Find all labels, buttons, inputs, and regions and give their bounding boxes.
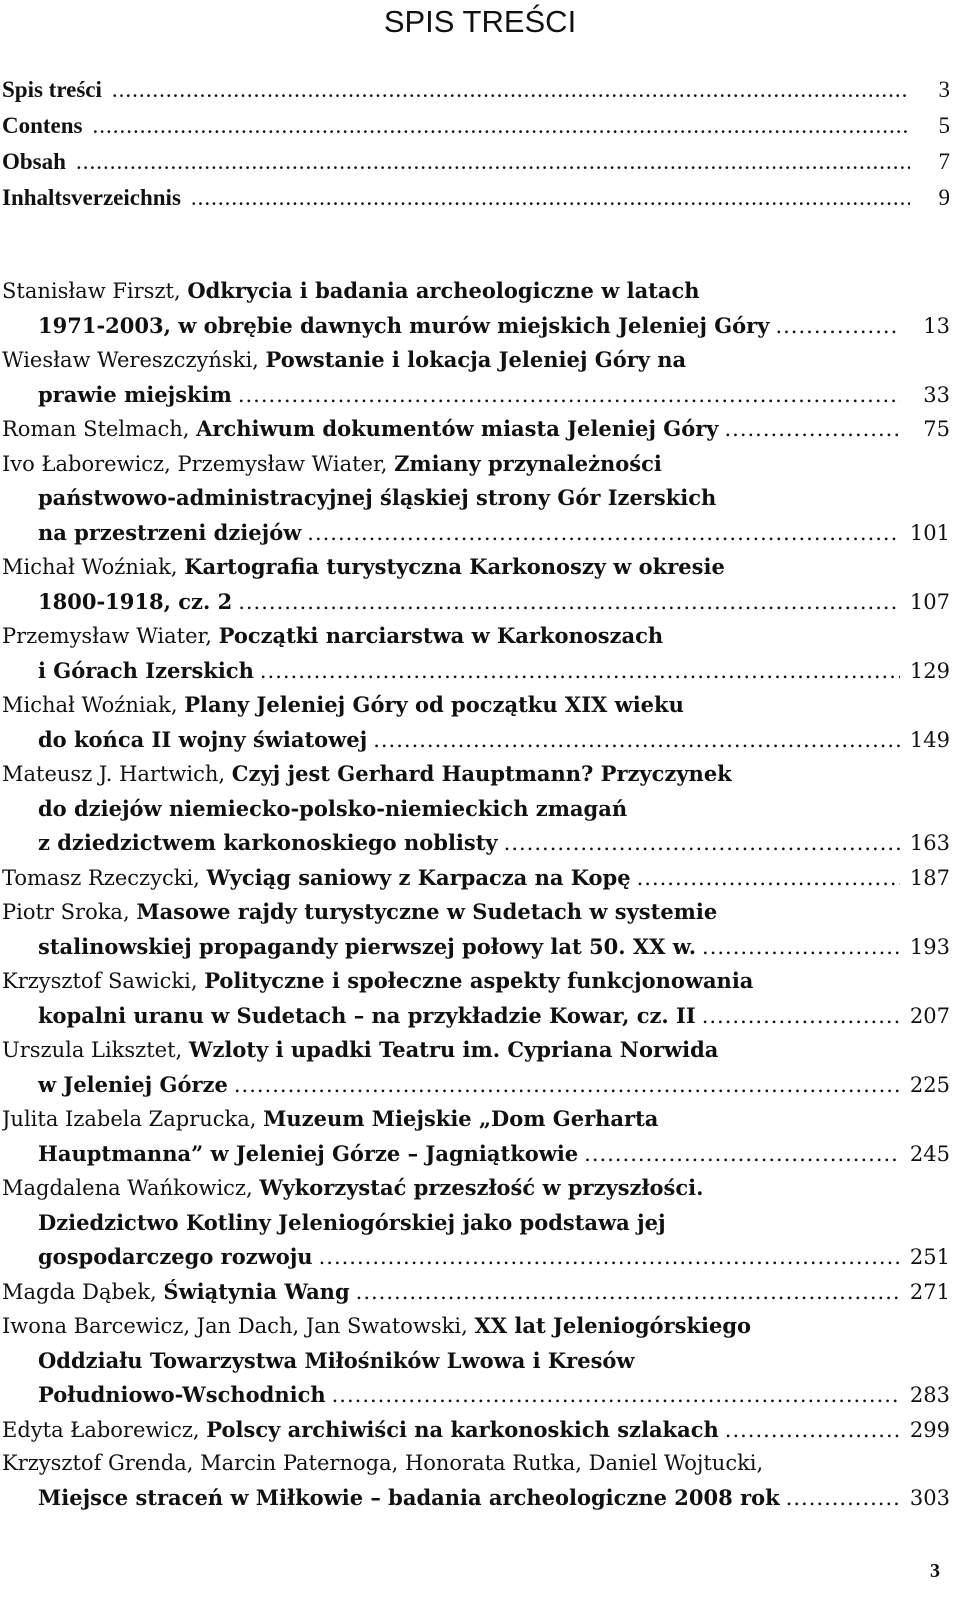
front-matter-list [2,72,950,216]
toc-title: prawie miejskim [38,381,232,407]
toc-page-number: 245 [909,1141,950,1166]
toc-entry[interactable] [2,895,950,964]
toc-entry-line [2,378,950,413]
front-matter-page: 9 [938,185,950,210]
toc-entry-text [38,1481,780,1516]
dot-leader [191,180,910,216]
front-matter-page: 7 [938,149,950,174]
toc-entry-line [2,1206,950,1241]
toc-page-number: 187 [909,865,950,890]
toc-entry-line [2,585,950,620]
dot-leader [637,862,900,896]
dot-leader [725,1414,900,1448]
toc-title: Powstanie i lokacja Jeleniej Góry na [265,347,687,372]
toc-entry-text [2,1275,350,1310]
toc-page-number: 75 [923,417,950,441]
toc-entry-line [2,688,950,723]
toc-author: Stanisław Firszt, [2,279,181,303]
toc-author: Piotr Sroka, [2,900,130,924]
toc-author: Przemysław Wiater, [2,624,212,648]
front-matter-row[interactable] [2,72,950,108]
front-matter-row[interactable] [2,108,950,144]
toc-entry-line [2,309,950,344]
dot-leader [584,1138,900,1172]
toc-entry-line [2,1068,950,1103]
front-matter-label: Inhaltsverzeichnis [2,185,181,210]
toc-title: Archiwum dokumentów miasta Jeleniej Góry [196,416,719,441]
toc-page-number: 193 [909,934,950,959]
toc-entry-text [38,1211,666,1235]
toc-entry-text [2,969,753,993]
toc-entry-line [2,516,950,551]
toc-entry[interactable] [2,757,950,861]
toc-entry-text [38,378,232,413]
toc-title: Polscy archiwiści na karkonoskich szlakach [206,1416,719,1442]
toc-entry[interactable] [2,447,950,551]
toc-author: Julita Izabela Zaprucka, [2,1107,257,1131]
toc-entry-text [38,797,627,821]
toc-entry-text [2,762,732,786]
front-matter-row[interactable] [2,144,950,180]
dot-leader [724,413,900,447]
toc-entry-text [2,1038,718,1062]
toc-page-number: 225 [909,1072,950,1097]
toc-page-number: 33 [923,382,950,407]
toc-entry-text [2,452,662,476]
toc-author: Mateusz J. Hartwich, [2,762,226,786]
toc-author: Magdalena Wańkowicz, [2,1176,253,1200]
toc-entry-line [2,274,950,309]
toc-author: Roman Stelmach, [2,417,190,441]
toc-entry-line [2,895,950,930]
toc-page-number: 129 [909,658,950,683]
toc-entry-line [2,654,950,689]
toc-entry-text [2,1314,751,1338]
toc-entry-text [2,1413,719,1448]
toc-entry-line [2,550,950,585]
toc-entry-line [2,1378,950,1413]
toc-title: 1800-1918, cz. 2 [38,588,233,614]
toc-entry-text [2,348,686,372]
toc-entry[interactable] [2,619,950,688]
front-matter-page: 5 [938,113,950,138]
toc-title: Muzeum Miejskie „Dom Gerharta [263,1106,659,1131]
toc-title: Wykorzystać przeszłość w przyszłości. [259,1175,704,1200]
toc-entry-line [2,1240,950,1275]
toc-entry-text [2,1451,763,1475]
toc-entry-line [2,1137,950,1172]
front-matter-label: Spis treści [2,77,102,102]
toc-entry-text [2,555,725,579]
toc-entry-text [2,624,663,648]
toc-entry-line [2,1033,950,1068]
toc-entry-text [38,486,716,510]
dot-leader [76,144,910,180]
toc-entry-line [2,619,950,654]
toc-title: Czyj jest Gerhard Hauptmann? Przyczynek [231,761,732,786]
dot-leader [356,1276,900,1310]
toc-page-number: 149 [909,727,950,752]
toc-entry-line [2,999,950,1034]
toc-entry-line [2,930,950,965]
toc-title: Zmiany przynależności [394,450,662,476]
toc-page-number: 207 [909,1003,950,1028]
toc-author: Urszula Liksztet, [2,1038,183,1062]
toc-entry-text [2,412,718,447]
toc-entry-text [38,826,498,861]
toc-page-number: 101 [909,520,950,545]
toc-entry[interactable] [2,1447,950,1515]
toc-entry-line [2,1413,950,1448]
toc-entry-line [2,1481,950,1516]
toc-entry-line [2,792,950,827]
toc-entry-line [2,757,950,792]
toc-author: Tomasz Rzeczycki, [2,865,200,890]
toc-page-number: 271 [909,1279,950,1304]
dot-leader [93,108,910,144]
toc-entry-line [2,447,950,482]
toc-title: Hauptmanna” w Jeleniej Górze – Jagniątkowie [38,1140,579,1166]
toc-title: do dziejów niemiecko-polsko-niemieckich zmagań [38,795,628,821]
dot-leader [775,310,900,344]
toc-entry[interactable] [2,343,950,412]
dot-leader [238,379,900,413]
toc-author: Michał Woźniak, [2,555,178,579]
toc-entry-line [2,1275,950,1310]
toc-entry[interactable] [2,964,950,1033]
dot-leader [786,1482,900,1516]
toc-author: Krzysztof Grenda, Marcin Paternoga, Honorata Rutka, Daniel Wojtucki, [2,1451,764,1475]
toc-entry[interactable] [2,1309,950,1413]
toc-author: Ivo Łaborewicz, Przemysław Wiater, [2,451,388,476]
toc-entry-text [38,309,769,344]
toc-title: w Jeleniej Górze [38,1071,228,1097]
toc-title: Oddziału Towarzystwa Miłośników Lwowa i Kresów [38,1347,635,1373]
toc-entry[interactable] [2,1413,950,1448]
toc-title: Masowe rajdy turystyczne w Sudetach w systemie [136,899,718,924]
toc-title: Dziedzictwo Kotliny Jeleniogórskiej jako podstawa jej [38,1209,666,1235]
toc-author: Wiesław Wereszczyński, [2,348,259,372]
toc-title: Kartografia turystyczna Karkonoszy w okresie [184,554,725,579]
toc-title: Świątynia Wang [163,1278,350,1304]
toc-page-number: 107 [909,589,950,614]
toc-entry-line [2,1309,950,1344]
toc-entry-line [2,481,950,516]
toc-page-number: 299 [909,1417,950,1442]
front-matter-page: 3 [938,77,950,102]
toc-entry[interactable] [2,1102,950,1171]
page-number: 3 [930,1560,940,1582]
dot-leader [307,517,900,551]
toc-entry-text [38,585,232,620]
toc-entry[interactable] [2,1033,950,1102]
toc-entry-line [2,964,950,999]
front-matter-label: Obsah [2,149,66,174]
toc-entry-text [2,1107,658,1131]
toc-entry-text [38,1378,326,1413]
toc-title: Południowo-Wschodnich [38,1382,326,1407]
toc-title: do końca II wojny światowej [38,726,368,752]
toc-title: Miejsce straceń w Miłkowie – badania archeologiczne 2008 rok [38,1484,780,1510]
toc-entry[interactable] [2,1275,950,1310]
toc-entry-text [2,900,717,924]
toc-entry-text [2,279,700,303]
toc-page-number: 283 [909,1383,950,1407]
toc-title: Polityczne i społeczne aspekty funkcjonowania [204,968,754,993]
toc-entry[interactable] [2,1171,950,1275]
toc-title: państwowo-administracyjnej śląskiej strony Gór Izerskich [38,485,717,510]
toc-entry-line [2,1102,950,1137]
toc-page-number: 163 [909,831,950,855]
page-title: SPIS TREŚCI [383,4,577,39]
toc-author: Iwona Barcewicz, Jan Dach, Jan Swatowski, [2,1314,468,1338]
front-matter-row[interactable] [2,180,950,216]
toc-entry-text [38,1137,578,1172]
toc-title: z dziedzictwem karkonoskiego noblisty [38,830,498,855]
toc-entry-line [2,861,950,896]
toc-entry-line [2,1447,950,1481]
toc-title: Początki narciarstwa w Karkonoszach [218,623,664,648]
toc-page-number: 13 [923,313,950,338]
dot-leader [702,931,900,965]
toc-entry-line [2,1171,950,1206]
dot-leader [234,1069,900,1103]
toc-entry-text [2,1176,703,1200]
toc-entry-line [2,343,950,378]
toc-title: Wzloty i upadki Teatru im. Cypriana Norwida [188,1037,719,1062]
dot-leader [260,655,900,689]
toc-title: Plany Jeleniej Góry od początku XIX wieku [184,692,684,717]
toc-entry-text [38,1349,635,1373]
toc-entry-text [38,654,254,689]
dot-leader [332,1379,900,1413]
toc-entry[interactable] [2,861,950,896]
toc-entry-line [2,723,950,758]
dot-leader [373,724,900,758]
toc-entry-line [2,412,950,447]
toc-entry[interactable] [2,412,950,447]
toc-title: XX lat Jeleniogórskiego [474,1313,752,1338]
toc-author: Krzysztof Sawicki, [2,969,198,993]
toc-entry[interactable] [2,550,950,619]
toc-author: Magda Dąbek, [2,1279,157,1304]
toc-entry-text [38,1068,228,1103]
dot-leader [702,1000,900,1034]
toc-entry-text [2,861,631,896]
dot-leader [238,586,900,620]
toc-title: kopalni uranu w Sudetach – na przykładzie Kowar, cz. II [38,1002,696,1028]
toc-entry-line [2,826,950,861]
toc-entry-text [38,723,367,758]
toc-title: Wyciąg saniowy z Karpacza na Kopę [206,864,631,890]
toc-entry-line [2,1344,950,1379]
dot-leader [319,1241,900,1275]
toc-title: na przestrzeni dziejów [38,519,302,545]
toc-entry-text [38,516,301,551]
toc-title: Odkrycia i badania archeologiczne w latach [187,278,700,303]
toc-entry[interactable] [2,274,950,343]
toc-title: 1971-2003, w obrębie dawnych murów miejskich Jeleniej Góry [38,312,770,338]
toc-page-number: 251 [909,1245,950,1269]
toc-author: Edyta Łaborewicz, [2,1417,200,1442]
toc-entry-text [2,693,684,717]
dot-leader [504,827,900,861]
toc-title: stalinowskiej propagandy pierwszej połowy lat 50. XX w. [38,933,697,959]
toc-page-number: 303 [909,1485,950,1510]
toc-entry-text [38,1240,313,1275]
toc-entry-text [38,999,696,1034]
toc-title: gospodarczego rozwoju [38,1244,313,1269]
toc-entry-text [38,930,696,965]
toc-entries [2,274,950,1515]
dot-leader [112,72,910,108]
toc-author: Michał Woźniak, [2,693,178,717]
toc-title: i Górach Izerskich [38,657,254,683]
front-matter-label: Contens [2,113,83,138]
toc-entry[interactable] [2,688,950,757]
